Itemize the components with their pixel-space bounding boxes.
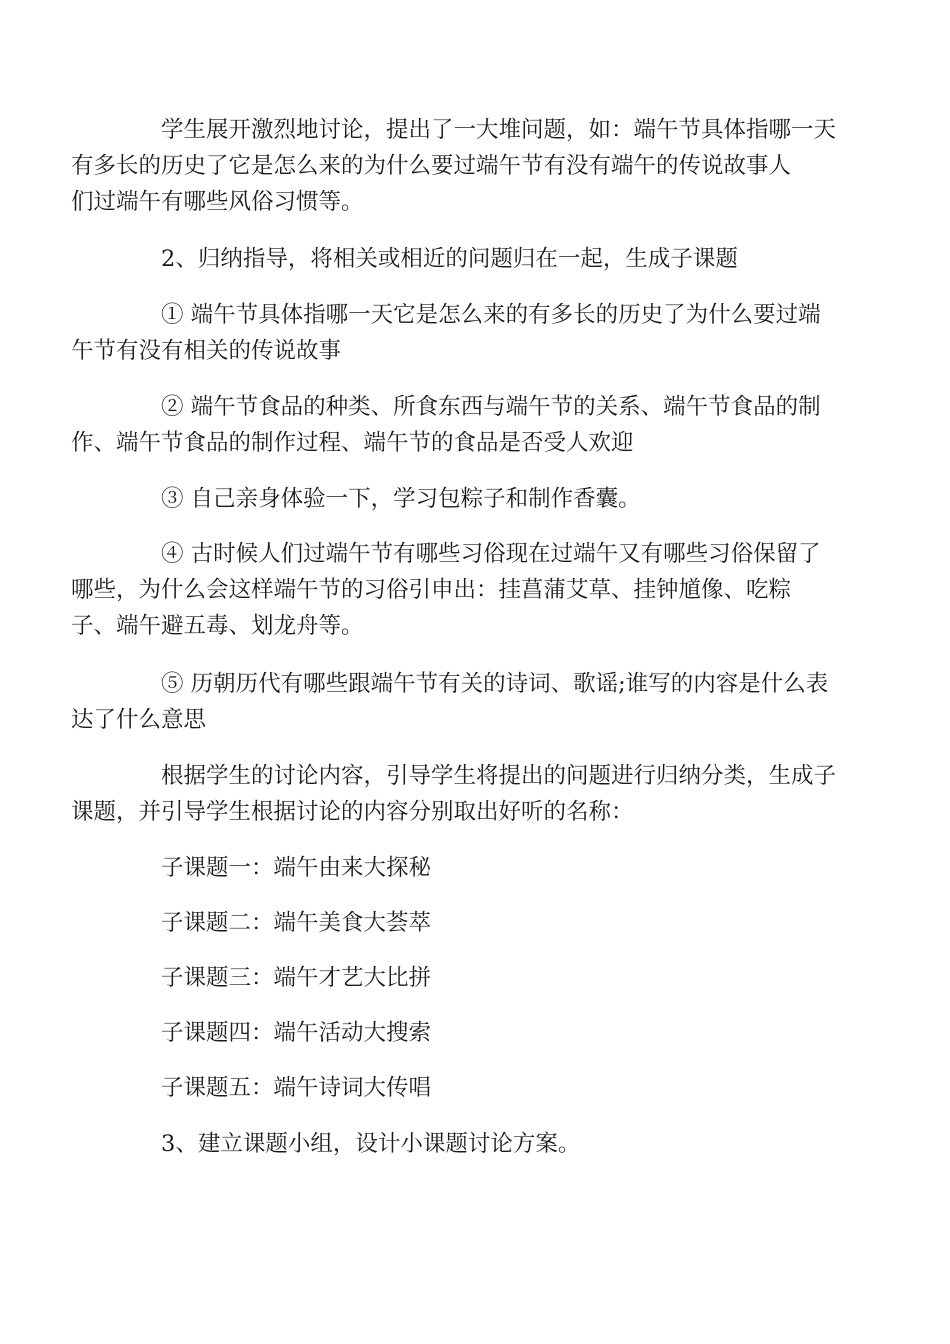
subtopic-2 bbox=[116, 905, 836, 941]
subtopic-1 bbox=[116, 850, 836, 886]
paragraph-item-1 bbox=[71, 297, 836, 369]
text-line: 子课题四：端午活动大搜索 bbox=[161, 1020, 432, 1046]
text-line: 哪些，为什么会这样端午节的习俗引申出：挂菖蒲艾草、挂钟馗像、吃粽 bbox=[71, 577, 792, 603]
paragraph-discussion bbox=[71, 112, 837, 220]
paragraph-item-5 bbox=[71, 666, 836, 738]
subtopic-5 bbox=[116, 1070, 836, 1106]
text-line: ① 端午节具体指哪一天它是怎么来的有多长的历史了为什么要过端 bbox=[161, 302, 821, 328]
text-line: 子课题五：端午诗词大传唱 bbox=[161, 1075, 432, 1101]
paragraph-item-2 bbox=[71, 389, 836, 461]
text-line: 2、归纳指导，将相关或相近的问题归在一起，生成子课题 bbox=[161, 246, 738, 272]
subtopic-4 bbox=[116, 1015, 836, 1051]
text-line: ③ 自己亲身体验一下，学习包粽子和制作香囊。 bbox=[161, 486, 641, 512]
text-line: 午节有没有相关的传说故事 bbox=[71, 338, 342, 364]
paragraph-step-2 bbox=[116, 241, 836, 277]
text-line: 3、建立课题小组，设计小课题讨论方案。 bbox=[161, 1131, 581, 1157]
text-line: 根据学生的讨论内容，引导学生将提出的问题进行归纳分类，生成子 bbox=[161, 763, 837, 789]
text-line: ⑤ 历朝历代有哪些跟端午节有关的诗词、歌谣;谁写的内容是什么表 bbox=[161, 671, 829, 697]
text-line: 们过端午有哪些风俗习惯等。 bbox=[71, 189, 364, 215]
text-line: 达了什么意思 bbox=[71, 707, 207, 733]
text-line: 课题，并引导学生根据讨论的内容分别取出好听的名称： bbox=[71, 799, 634, 825]
text-line: ④ 古时候人们过端午节有哪些习俗现在过端午又有哪些习俗保留了 bbox=[161, 541, 821, 567]
text-line: 学生展开激烈地讨论，提出了一大堆问题，如：端午节具体指哪一天 bbox=[161, 117, 837, 143]
text-line: 子课题一：端午由来大探秘 bbox=[161, 855, 432, 881]
paragraph-step-3 bbox=[116, 1126, 836, 1162]
paragraph-item-3 bbox=[116, 481, 836, 517]
text-line: ② 端午节食品的种类、所食东西与端午节的关系、端午节食品的制 bbox=[161, 394, 821, 420]
subtopic-3 bbox=[116, 960, 836, 996]
text-line: 子课题二：端午美食大荟萃 bbox=[161, 910, 432, 936]
paragraph-summary bbox=[71, 758, 837, 830]
text-line: 子、端午避五毒、划龙舟等。 bbox=[71, 613, 364, 639]
text-line: 子课题三：端午才艺大比拼 bbox=[161, 965, 432, 991]
text-line: 有多长的历史了它是怎么来的为什么要过端午节有没有端午的传说故事人 bbox=[71, 153, 792, 179]
text-line: 作、端午节食品的制作过程、端午节的食品是否受人欢迎 bbox=[71, 430, 634, 456]
paragraph-item-4 bbox=[71, 536, 836, 644]
